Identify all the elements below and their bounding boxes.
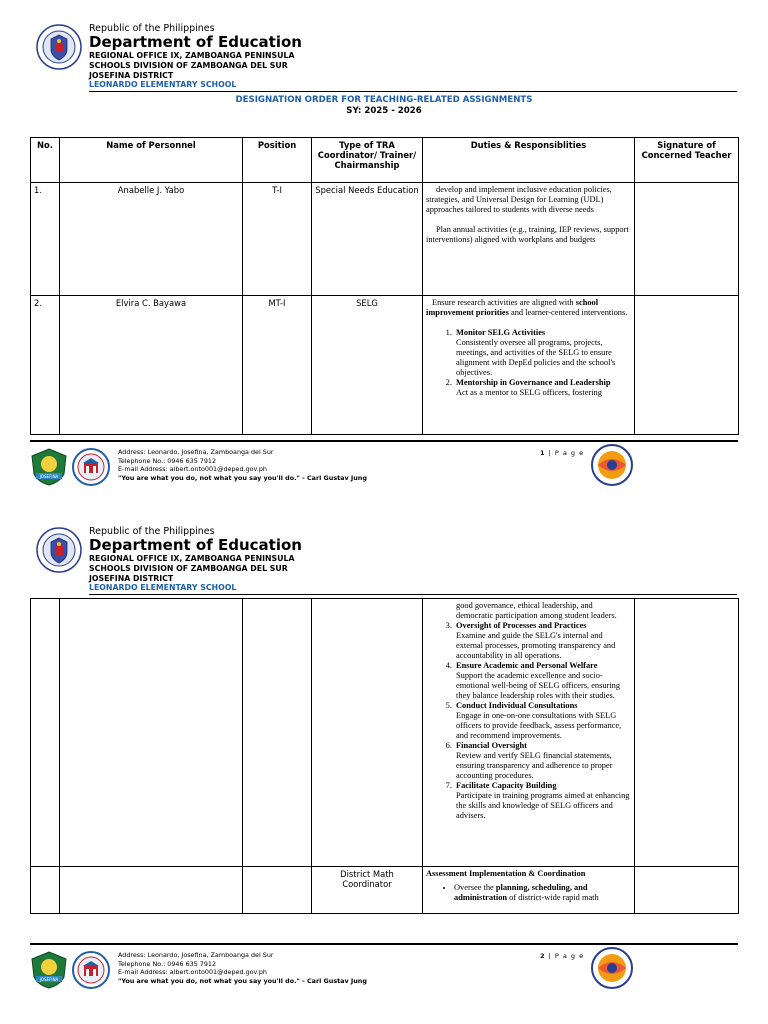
- row2-continued-text: good governance, ethical leadership, and democratic participation among student leaders.: [456, 601, 617, 620]
- list-item-text: Consistently oversee all programs, projects, meetings, and activities of the SELG to ensure alignment with DepEd policies and the school's objectives.: [456, 338, 616, 377]
- page-label: | P a g e: [548, 952, 585, 960]
- row3-duties: [423, 867, 635, 914]
- row1-signature: [635, 183, 739, 296]
- list-item-title: Facilitate Capacity Building: [456, 781, 557, 790]
- row3-type: District Math Coordinator: [312, 867, 423, 914]
- assignments-table-continued: [30, 598, 739, 914]
- region-label: REGIONAL OFFICE IX, ZAMBOANGA PENINSULA: [89, 51, 295, 60]
- document-title: [0, 95, 768, 116]
- list-item: [454, 741, 631, 781]
- svg-text:JOSEFINA: JOSEFINA: [39, 977, 59, 982]
- footer-email: E-mail Address: albert.onto001@deped.gov.ph: [118, 968, 267, 976]
- list-item: [454, 701, 631, 741]
- footer-contact: [118, 448, 398, 490]
- row2-duty-list: [426, 328, 631, 398]
- row1-duty-1: develop and implement inclusive education policies, strategies, and Universal Design for Learning (UDL) approaches tailored to students with diverse needs: [426, 185, 612, 214]
- bullet-bold: planning, scheduling, and administration: [454, 883, 588, 902]
- josefina-logo-icon: [30, 448, 68, 486]
- header-divider: [89, 594, 737, 595]
- title-line-1: DESIGNATION ORDER FOR TEACHING-RELATED ASSIGNMENTS: [235, 95, 533, 105]
- header-name: Name of Personnel: [60, 138, 243, 183]
- list-item: [454, 328, 631, 378]
- row2-duty-list-cont: [426, 621, 631, 821]
- footer-quote: "You are what you do, not what you say you'll do." - Carl Gustav Jung: [118, 976, 367, 985]
- page-1: [0, 0, 768, 500]
- row3-signature: [635, 867, 739, 914]
- table-header-row: [31, 138, 739, 183]
- row2-type-cont: [312, 599, 423, 867]
- page-number-value: 1: [540, 449, 546, 457]
- row2-no-cont: [31, 599, 60, 867]
- row3-no: [31, 867, 60, 914]
- page-number-value: 2: [540, 952, 546, 960]
- row2-name: Elvira C. Bayawa: [60, 296, 243, 435]
- list-item: [454, 883, 631, 903]
- row3-heading: Assessment Implementation & Coordination: [426, 869, 586, 878]
- division-label: SCHOOLS DIVISION OF ZAMBOANGA DEL SUR: [89, 564, 288, 573]
- bullet-text: Oversee the: [454, 883, 496, 892]
- footer-quote: "You are what you do, not what you say you'll do." - Carl Gustav Jung: [118, 473, 367, 482]
- footer-divider: [30, 440, 738, 442]
- list-item-title: Conduct Individual Consultations: [456, 701, 578, 710]
- row3-bullet-list: [426, 883, 631, 903]
- header-type: Type of TRA Coordinator/ Trainer/ Chairmanship: [312, 138, 423, 183]
- page-number: [540, 449, 584, 457]
- list-item-text: Examine and guide the SELG's internal and external processes, promoting transparency and accountability in all operations.: [456, 631, 616, 660]
- footer-contact: [118, 951, 398, 993]
- row2-signature: [635, 296, 739, 435]
- row2-position: MT-I: [243, 296, 312, 435]
- list-item-title: Ensure Academic and Personal Welfare: [456, 661, 598, 670]
- row3-name: [60, 867, 243, 914]
- assignments-table: [30, 137, 739, 435]
- republic-label: Republic of the Philippines: [89, 526, 215, 537]
- title-line-2: SY: 2025 - 2026: [346, 105, 422, 116]
- list-item-title: Oversight of Processes and Practices: [456, 621, 587, 630]
- row2-duties: [423, 296, 635, 435]
- district-label: JOSEFINA DISTRICT: [89, 71, 174, 80]
- page-label: | P a g e: [548, 449, 585, 457]
- footer-divider: [30, 943, 738, 945]
- school-label: LEONARDO ELEMENTARY SCHOOL: [89, 80, 237, 89]
- header-no: No.: [31, 138, 60, 183]
- footer-telephone: Telephone No.: 0946 635 7912: [118, 456, 217, 465]
- header-divider: [89, 91, 737, 92]
- division-seal-icon: [591, 947, 633, 989]
- republic-label: Republic of the Philippines: [89, 23, 215, 34]
- school-logo-icon: [72, 448, 110, 486]
- list-item: [454, 621, 631, 661]
- list-item-title: Monitor SELG Activities: [456, 328, 546, 337]
- svg-text:JOSEFINA: JOSEFINA: [39, 474, 59, 479]
- list-item-text: Participate in training programs aimed at enhancing the skills and knowledge of SELG officers and advisers.: [456, 791, 630, 820]
- row2-intro-text: Ensure research activities are aligned with: [432, 298, 576, 307]
- page-2: [0, 503, 768, 1003]
- row1-duty-2: Plan annual activities (e.g., training, IEP reviews, support interventions) aligned with workplans and budgets: [426, 225, 629, 244]
- header-duties: Duties & Responsiblities: [423, 138, 635, 183]
- footer-email: E-mail Address: albert.onto001@deped.gov.ph: [118, 465, 267, 473]
- header-signature: Signature of Concerned Teacher: [635, 138, 739, 183]
- row2-intro-bold: school improvement priorities: [426, 298, 599, 317]
- list-item: [454, 781, 631, 821]
- row3-position: [243, 867, 312, 914]
- list-item: [454, 378, 631, 398]
- row2-no: 2.: [31, 296, 60, 435]
- division-seal-icon: [591, 444, 633, 486]
- list-item-title: Financial Oversight: [456, 741, 527, 750]
- table-row: [31, 599, 739, 867]
- row2-signature-cont: [635, 599, 739, 867]
- list-item-text: Engage in one-on-one consultations with SELG officers to provide feedback, assess performance, and recommend improvements.: [456, 711, 622, 740]
- row1-type: Special Needs Education: [312, 183, 423, 296]
- page-number: [540, 952, 584, 960]
- department-title: Department of Education: [89, 536, 302, 554]
- row2-duties-cont: [423, 599, 635, 867]
- table-row: [31, 867, 739, 914]
- list-item-text: Act as a mentor to SELG officers, fostering: [456, 388, 602, 397]
- row1-name: Anabelle J. Yabo: [60, 183, 243, 296]
- row2-type: SELG: [312, 296, 423, 435]
- list-item-title: Mentorship in Governance and Leadership: [456, 378, 611, 387]
- row1-no: 1.: [31, 183, 60, 296]
- list-item-text: Review and verify SELG financial statements, ensuring transparency and adherence to proper accounting procedures.: [456, 751, 613, 780]
- row2-name-cont: [60, 599, 243, 867]
- deped-seal-icon: [36, 527, 82, 573]
- table-row: [31, 183, 739, 296]
- row2-intro: [426, 298, 631, 318]
- bullet-tail: of district-wide rapid math: [507, 893, 599, 902]
- header-position: Position: [243, 138, 312, 183]
- footer-telephone: Telephone No.: 0946 635 7912: [118, 959, 217, 968]
- region-label: REGIONAL OFFICE IX, ZAMBOANGA PENINSULA: [89, 554, 295, 563]
- district-label: JOSEFINA DISTRICT: [89, 574, 174, 583]
- list-item-text: Support the academic excellence and socio-emotional well-being of SELG officers, ensuring they balance leadership roles with their studies.: [456, 671, 621, 700]
- division-label: SCHOOLS DIVISION OF ZAMBOANGA DEL SUR: [89, 61, 288, 70]
- department-title: Department of Education: [89, 33, 302, 51]
- josefina-logo-icon: [30, 951, 68, 989]
- row2-position-cont: [243, 599, 312, 867]
- row1-duties: [423, 183, 635, 296]
- list-item: [454, 661, 631, 701]
- school-label: LEONARDO ELEMENTARY SCHOOL: [89, 583, 237, 592]
- table-row: [31, 296, 739, 435]
- row2-intro-tail: and learner-centered interventions.: [508, 308, 628, 317]
- deped-seal-icon: [36, 24, 82, 70]
- row1-position: T-I: [243, 183, 312, 296]
- footer-address: Address: Leonardo, Josefina, Zamboanga del Sur: [118, 951, 274, 959]
- school-logo-icon: [72, 951, 110, 989]
- footer-address: Address: Leonardo, Josefina, Zamboanga del Sur: [118, 448, 274, 456]
